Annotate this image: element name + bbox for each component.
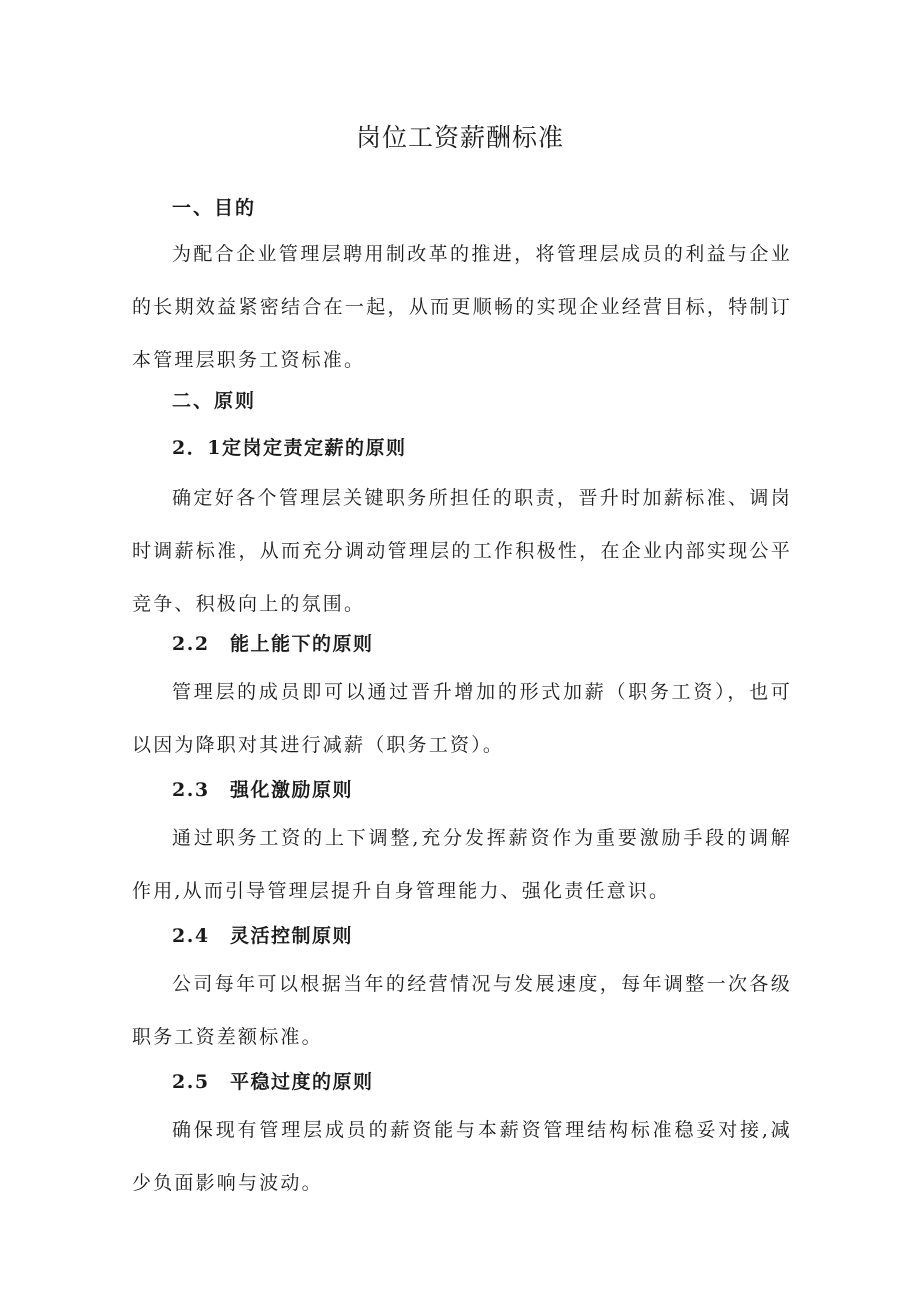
paragraph-2-2: 管理层的成员即可以通过晋升增加的形式加薪（职务工资），也可以因为降职对其进行减薪（职务工资）。 <box>132 681 792 756</box>
subheading-2-3: 2.3 强化激励原则 <box>172 779 354 801</box>
section-heading-purpose: 一、目的 <box>172 197 257 219</box>
subheading-2-4: 2.4 灵活控制原则 <box>172 925 354 947</box>
subheading-2-1: 2．1定岗定责定薪的原则 <box>172 437 407 459</box>
paragraph-2-5: 确保现有管理层成员的薪资能与本薪资管理结构标准稳妥对接,减少负面影响与波动。 <box>132 1119 792 1194</box>
subheading-2-5: 2.5 平稳过度的原则 <box>172 1071 374 1093</box>
paragraph-purpose: 为配合企业管理层聘用制改革的推进，将管理层成员的利益与企业的长期效益紧密结合在一起，从而更顺畅的实现企业经营目标，特制订本管理层职务工资标准。 <box>132 243 792 371</box>
section-heading-principles: 二、原则 <box>172 390 257 412</box>
page-title: 岗位工资薪酬标准 <box>355 123 564 152</box>
subheading-2-2: 2.2 能上能下的原则 <box>172 633 374 655</box>
paragraph-2-4: 公司每年可以根据当年的经营情况与发展速度，每年调整一次各级职务工资差额标准。 <box>132 973 792 1048</box>
paragraph-2-3: 通过职务工资的上下调整,充分发挥薪资作为重要激励手段的调解作用,从而引导管理层提升自身管理能力、强化责任意识。 <box>132 827 792 902</box>
paragraph-2-1: 确定好各个管理层关键职务所担任的职责，晋升时加薪标准、调岗时调薪标准，从而充分调动管理层的工作积极性，在企业内部实现公平竞争、积极向上的氛围。 <box>132 487 792 615</box>
